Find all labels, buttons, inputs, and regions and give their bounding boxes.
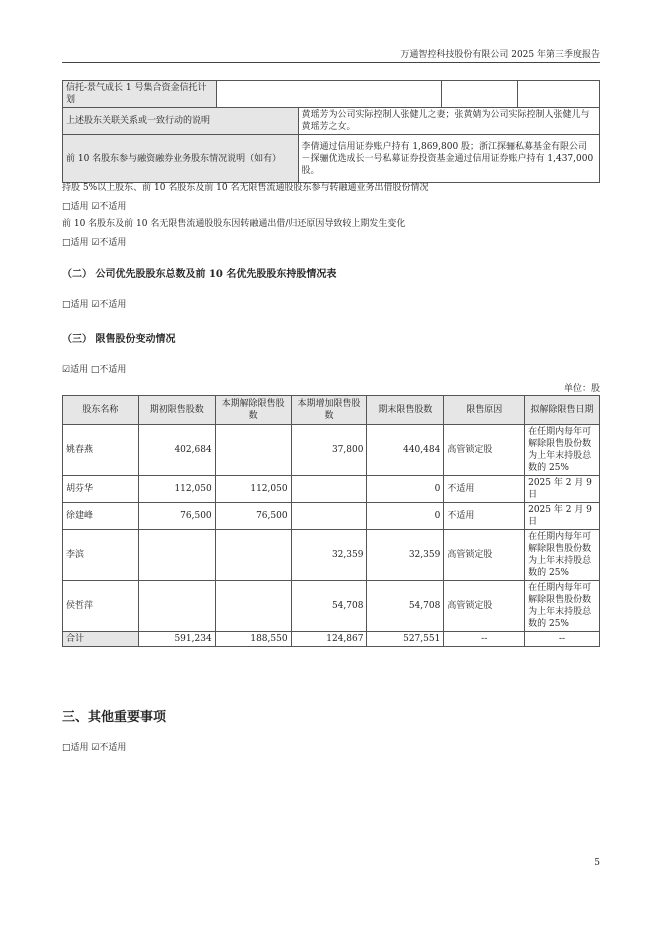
- table-row: 李滨 32,359 32,359 高管锁定股 在任期内每年可解除限售股份数为上年末持股总数的 25%: [63, 530, 600, 581]
- column-header: 期初限售股数: [138, 396, 215, 425]
- applicable-status: ☑适用 □不适用: [62, 365, 127, 375]
- table-row: 姚春燕 402,684 37,800 440,484 高管锁定股 在任期内每年可解除限售股份数为上年末持股总数的 25%: [63, 425, 600, 476]
- column-header: 拟解除限售日期: [525, 396, 600, 425]
- relation-value: 黄瑶芳为公司实际控制人张健儿之妻；张黄婧为公司实际控制人张健儿与黄瑶芳之女。: [298, 108, 599, 135]
- table-row: 侯哲萍 54,708 54,708 高管锁定股 在任期内每年可解除限售股份数为上年末持股总数的 25%: [63, 581, 600, 632]
- column-header: 股东名称: [63, 396, 139, 425]
- unit-label: 单位：股: [563, 384, 600, 394]
- column-header: 本期增加限售股数: [291, 396, 367, 425]
- section-preferred-shares-title: （二） 公司优先股股东总数及前 10 名优先股股东持股情况表: [62, 269, 337, 280]
- margin-trading-label: 前 10 名股东参与融资融券业务股东情况说明（如有）: [63, 135, 299, 183]
- applicable-status: □适用 ☑不适用: [62, 743, 127, 753]
- applicable-status: □适用 ☑不适用: [62, 300, 127, 310]
- margin-trading-value: 李倩通过信用证券账户持有 1,869,800 股；浙江探骊私募基金有限公司－探骊优选成长一号私募证券投资基金通过信用证券账户持有 1,437,000 股。: [298, 135, 599, 183]
- table-row: 徐建峰 76,500 76,500 0 不适用 2025 年 2 月 9 日: [63, 503, 600, 530]
- header-divider: [62, 62, 600, 63]
- column-header: 限售原因: [444, 396, 525, 425]
- total-row: 合计 591,234 188,550 124,867 527,551 -- --: [63, 632, 600, 647]
- securities-change-line: 前 10 名股东及前 10 名无限售流通股股东因转融通出借/归还原因导致较上期发生变化: [62, 219, 406, 229]
- restricted-shares-table: [62, 395, 600, 647]
- section-other-matters-title: 三、其他重要事项: [62, 710, 167, 725]
- relation-label: 上述股东关联关系或一致行动的说明: [63, 108, 299, 135]
- table-row: 胡芬华 112,050 112,050 0 不适用 2025 年 2 月 9 日: [63, 476, 600, 503]
- section-restricted-shares-title: （三） 限售股份变动情况: [62, 334, 176, 345]
- column-header: 本期解除限售股数: [215, 396, 291, 425]
- applicable-status: □适用 ☑不适用: [62, 202, 127, 212]
- column-header: 期末限售股数: [367, 396, 444, 425]
- applicable-status: □适用 ☑不适用: [62, 238, 127, 248]
- shareholder-notes-table: [62, 80, 600, 183]
- securities-lending-line: 持股 5%以上股东、前 10 名股东及前 10 名无限售流通股股东参与转融通业务出借股份情况: [62, 183, 429, 193]
- page-number: 5: [594, 858, 600, 868]
- report-header: 万通智控科技股份有限公司 2025 年第三季度报告: [400, 50, 600, 60]
- trust-plan-name: 信托-景气成长 1 号集合资金信托计划: [63, 81, 217, 108]
